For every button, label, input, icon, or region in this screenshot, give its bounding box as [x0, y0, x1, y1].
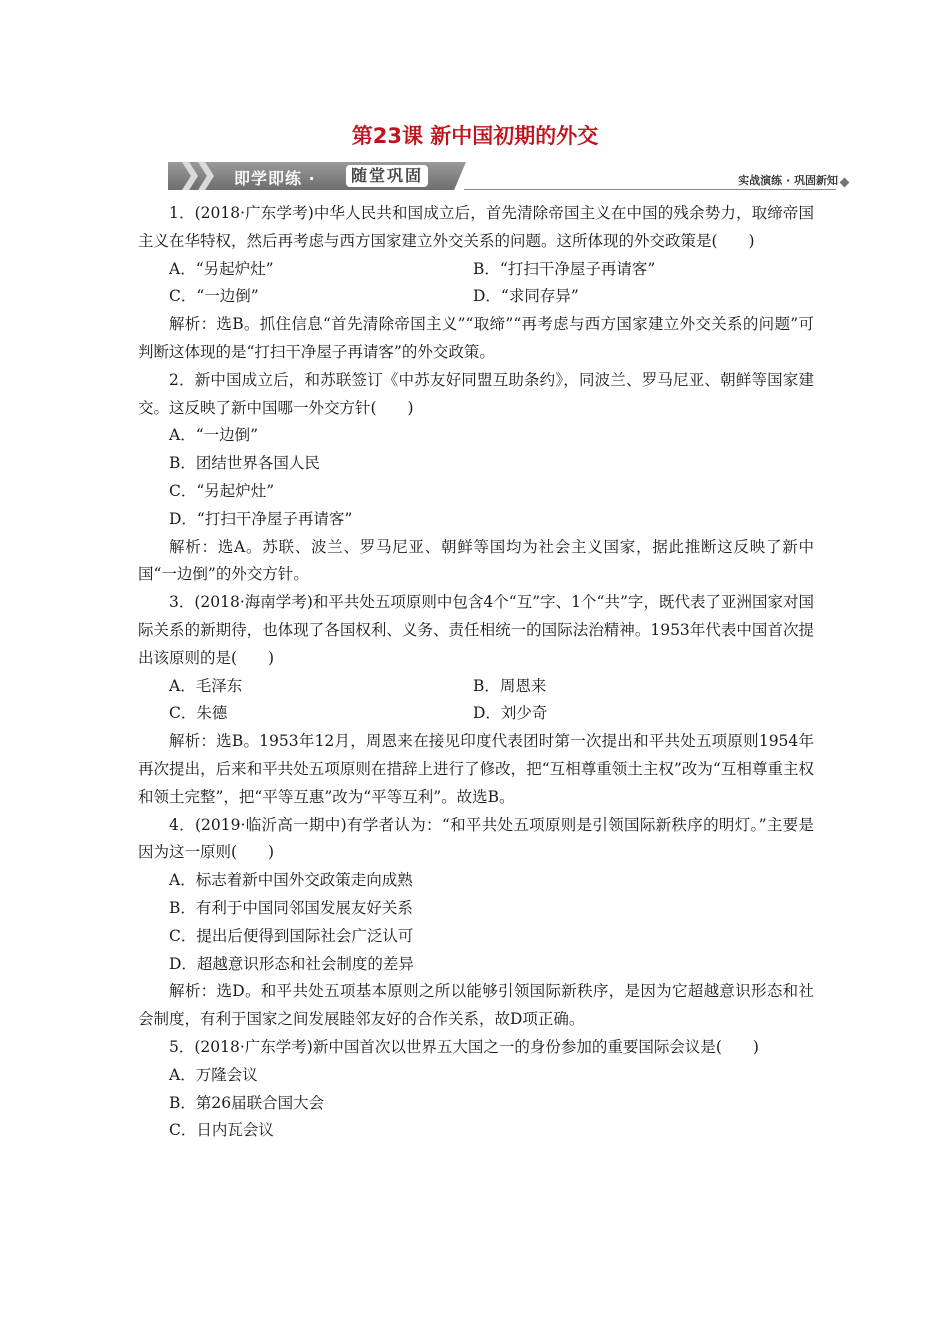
- option-d: D．“打扫干净屋子再请客”: [169, 509, 353, 528]
- option-c: C．“一边倒”: [169, 287, 259, 306]
- question-4-stem: 4．(2019·临沂高一期中)有学者认为：“和平共处五项原则是引领国际新秩序的明灯。”主要是因为这一原则( ): [138, 815, 814, 862]
- option-b: B．周恩来: [473, 676, 547, 695]
- option-c: C．“另起炉灶”: [169, 481, 275, 500]
- question-1-analysis: 解析：选B。抓住信息“首先清除帝国主义”“取缔”“再考虑与西方国家建立外交关系的问题”可判断这体现的是“打扫干净屋子再请客”的外交政策。: [138, 315, 814, 361]
- banner-label: 即学即练 ·: [234, 169, 316, 188]
- question-5-stem: 5．(2018·广东学考)新中国首次以世界五大国之一的身份参加的重要国际会议是( ): [169, 1037, 759, 1056]
- option-b: B．团结世界各国人民: [169, 454, 320, 473]
- question-4-analysis: 解析：选D。和平共处五项基本原则之所以能够引领国际新秩序，是因为它超越意识形态和社会制度，有利于国家之间发展睦邻友好的合作关系，故D项正确。: [138, 982, 814, 1029]
- question-1-stem: 1．(2018·广东学考)中华人民共和国成立后，首先清除帝国主义在中国的残余势力，取缔帝国主义在华特权，然后再考虑与西方国家建立外交关系的问题。这所体现的外交政策是( ): [138, 204, 814, 250]
- option-a: A．标志着新中国外交政策走向成熟: [169, 871, 413, 890]
- banner-divider: [464, 189, 836, 190]
- option-b: B．有利于中国同邻国发展友好关系: [169, 898, 413, 917]
- option-c: C．提出后便得到国际社会广泛认可: [169, 926, 414, 945]
- section-banner: [168, 160, 848, 194]
- question-list: [138, 200, 814, 1145]
- question-2-stem: 2．新中国成立后，和苏联签订《中苏友好同盟互助条约》，同波兰、罗马尼亚、朝鲜等国家建交。这反映了新中国哪一外交方针( ): [138, 370, 814, 417]
- option-c: C．日内瓦会议: [169, 1121, 274, 1140]
- option-a: A．“另起炉灶”: [169, 259, 274, 278]
- question-3-options-row1: [138, 673, 814, 701]
- option-a: A．“一边倒”: [169, 426, 259, 445]
- question-1-options-row2: [138, 283, 814, 311]
- banner-right-text: 实战演练 · 巩固新知: [738, 174, 838, 187]
- option-b: B．第26届联合国大会: [169, 1093, 325, 1112]
- option-d: D．“求同存异”: [473, 287, 579, 306]
- banner-badge: 随堂巩固: [346, 165, 428, 187]
- page-title: 第23课 新中国初期的外交: [351, 124, 599, 148]
- question-1-options-row1: [138, 256, 814, 284]
- question-3-stem: 3．(2018·海南学考)和平共处五项原则中包含4个“互”字、1个“共”字，既代表了亚洲国家对国际关系的新期待，也体现了各国权利、义务、责任相统一的国际法治精神。1953年代表中国首次提出该原则的是( ): [138, 593, 814, 667]
- option-d: D．超越意识形态和社会制度的差异: [169, 954, 414, 973]
- option-a: A．万隆会议: [169, 1065, 258, 1084]
- question-3-options-row2: [138, 700, 814, 728]
- diamond-icon: [840, 178, 850, 188]
- question-3-analysis: 解析：选B。1953年12月，周恩来在接见印度代表团时第一次提出和平共处五项原则1954年再次提出，后来和平共处五项原则在措辞上进行了修改，把“互相尊重领土主权”改为“互相尊重主权和领土完整”，把“平等互惠”改为“平等互利”。故选B。: [138, 732, 814, 806]
- option-c: C．朱德: [169, 704, 228, 723]
- question-2-analysis: 解析：选A。苏联、波兰、罗马尼亚、朝鲜等国均为社会主义国家，据此推断这反映了新中国“一边倒”的外交方针。: [138, 537, 814, 584]
- option-b: B．“打扫干净屋子再请客”: [473, 259, 656, 278]
- option-a: A．毛泽东: [169, 676, 243, 695]
- option-d: D．刘少奇: [473, 704, 548, 723]
